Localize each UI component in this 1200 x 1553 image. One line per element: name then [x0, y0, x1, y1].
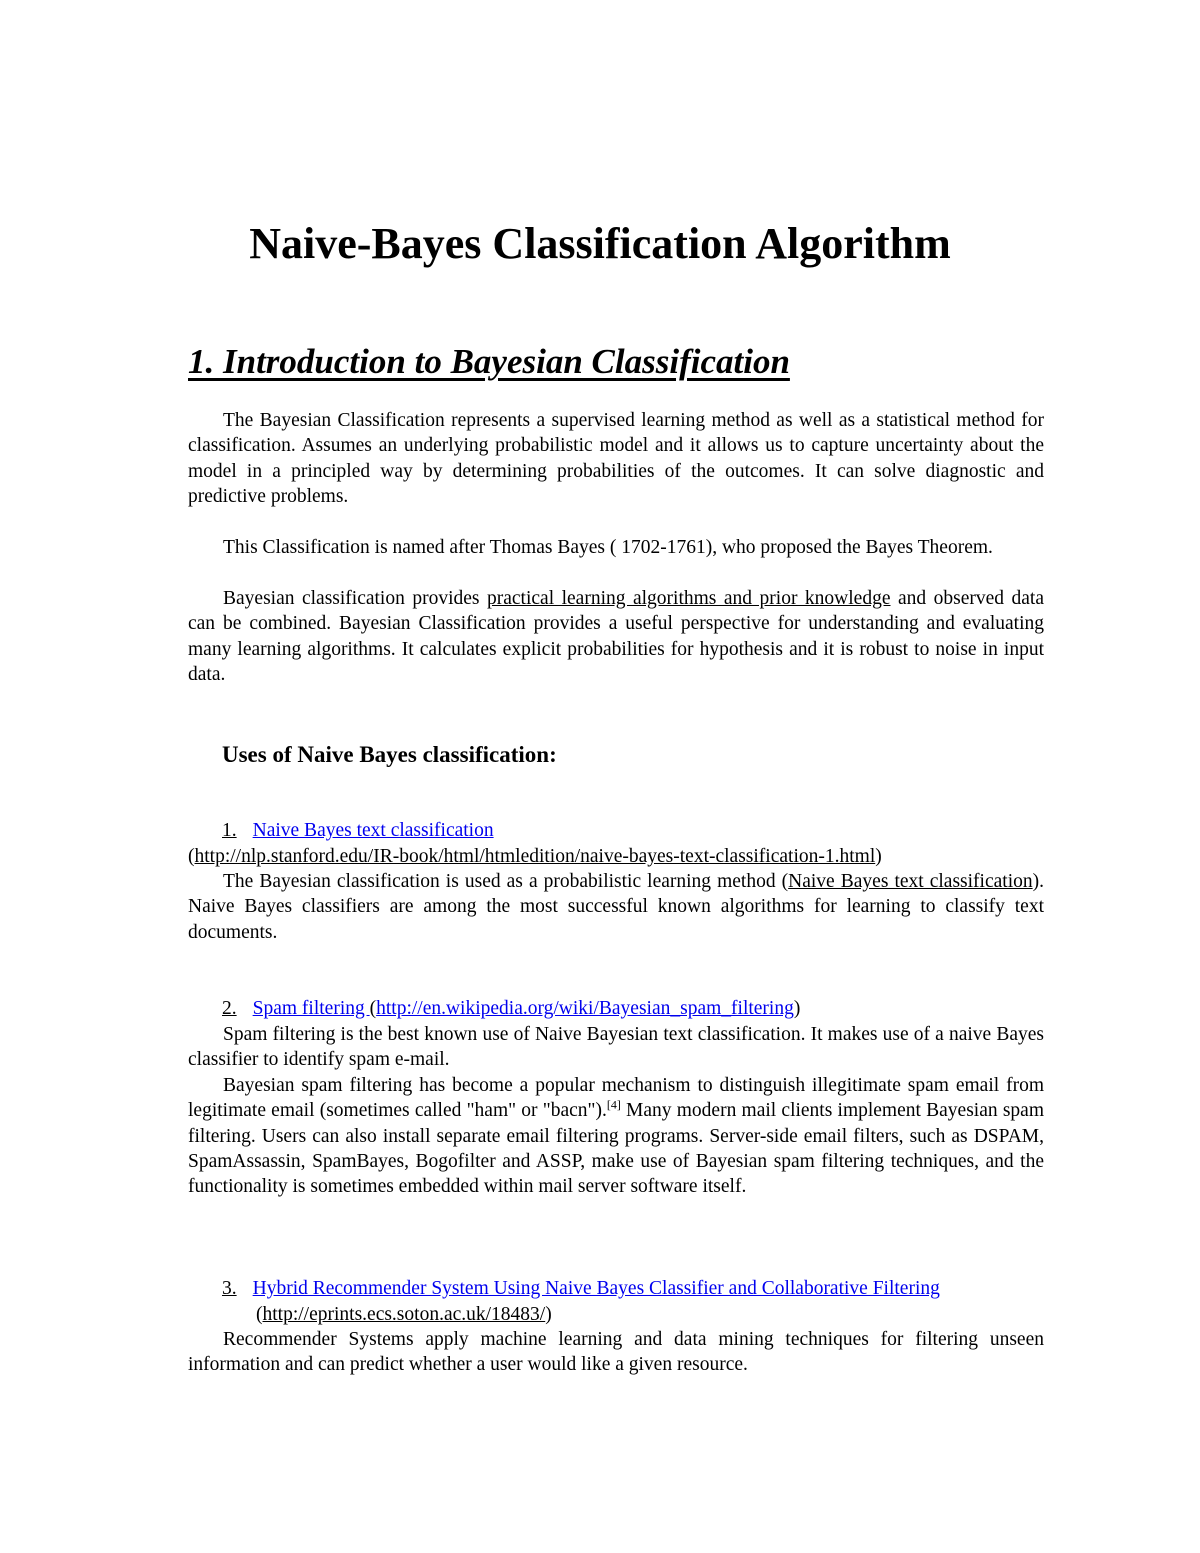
- use-item-3-url-line: [256, 1302, 552, 1327]
- use-item-2-url-close: ): [793, 998, 801, 1019]
- use-item-2-url[interactable]: http://en.wikipedia.org/wiki/Bayesian_spam_filtering: [376, 998, 794, 1019]
- use-item-1-number: 1.: [222, 820, 237, 841]
- intro-paragraph-3: [188, 586, 1044, 687]
- uses-heading: Uses of Naive Bayes classification:: [222, 742, 557, 767]
- use-item-3-url-open: (: [256, 1304, 263, 1325]
- use-item-1-head: [222, 818, 494, 843]
- intro-paragraph-1: The Bayesian Classification represents a supervised learning method as well as a statistical method for classification. Assumes an underlying probabilistic model and it allows us to capture uncertainty about the model in a principled way by determining probabilities of the outcomes. It can solve diagnostic and predictive problems.: [188, 410, 1044, 507]
- document-title: Naive-Bayes Classification Algorithm: [249, 219, 951, 268]
- use-item-2-desc2-text-end: Many modern mail clients implement Bayesian spam filtering. Users can also install separate email filtering programs. Server-side email filters, such as DSPAM, SpamAssassin, SpamBayes, Bogofilter and ASSP, make use of Bayesian spam filtering techniques, and the functionality is sometimes embedded within mail server software itself.: [188, 1100, 1044, 1198]
- citation-marker: [4]: [606, 1097, 621, 1112]
- use-item-1-desc-underlined: Naive Bayes text classification: [788, 871, 1033, 892]
- use-item-1-url-open: (: [188, 846, 195, 867]
- use-item-3-head: [222, 1276, 940, 1301]
- intro-p3-text: Bayesian classification provides: [223, 588, 487, 609]
- use-item-3-url-close: ): [545, 1304, 552, 1325]
- use-item-2-url-open: (: [369, 998, 377, 1019]
- use-item-2-description-1: Spam filtering is the best known use of Naive Bayesian text classification. It makes use of a naive Bayes classifier to identify spam e-mail.: [188, 1024, 1044, 1071]
- intro-p3-underlined: practical learning algorithms and prior knowledge: [487, 588, 891, 609]
- use-item-3-number: 3.: [222, 1278, 237, 1299]
- use-item-2-desc2-text: Bayesian spam filtering has become a popular mechanism to distinguish illegitimate spam email from legitimate email (sometimes called "ham" or "bacn").: [188, 1075, 1044, 1122]
- use-item-1-url-line: [188, 844, 882, 869]
- use-item-1-url-close: ): [875, 846, 882, 867]
- use-item-1-desc-text-end: ). Naive Bayes classifiers are among the most successful known algorithms for learning to classify text documents.: [188, 871, 1044, 943]
- section-heading: 1. Introduction to Bayesian Classification: [188, 342, 790, 381]
- use-item-3-description: Recommender Systems apply machine learning and data mining techniques for filtering unseen information and can predict whether a user would like a given resource.: [188, 1329, 1044, 1376]
- use-item-2-description-2: [188, 1073, 1044, 1199]
- use-item-2-number: 2.: [222, 998, 237, 1019]
- use-item-1-description: [188, 869, 1044, 945]
- use-item-2-link[interactable]: Spam filtering: [252, 998, 370, 1019]
- use-item-1-desc-text: The Bayesian classification is used as a probabilistic learning method (: [223, 871, 789, 892]
- intro-paragraph-2: This Classification is named after Thomas Bayes ( 1702-1761), who proposed the Bayes Theorem.: [223, 537, 993, 558]
- use-item-3-url[interactable]: http://eprints.ecs.soton.ac.uk/18483/: [262, 1304, 546, 1325]
- use-item-2-head: [222, 996, 800, 1021]
- use-item-3-link[interactable]: Hybrid Recommender System Using Naive Bayes Classifier and Collaborative Filtering: [252, 1278, 940, 1299]
- intro-p3-text-end: and observed data can be combined. Bayesian Classification provides a useful perspective for understanding and evaluating many learning algorithms. It calculates explicit probabilities for hypothesis and it is robust to noise in input data.: [188, 588, 1044, 685]
- use-item-1-link[interactable]: Naive Bayes text classification: [252, 820, 494, 841]
- use-item-1-url[interactable]: http://nlp.stanford.edu/IR-book/html/htmledition/naive-bayes-text-classification-1.html: [194, 846, 876, 867]
